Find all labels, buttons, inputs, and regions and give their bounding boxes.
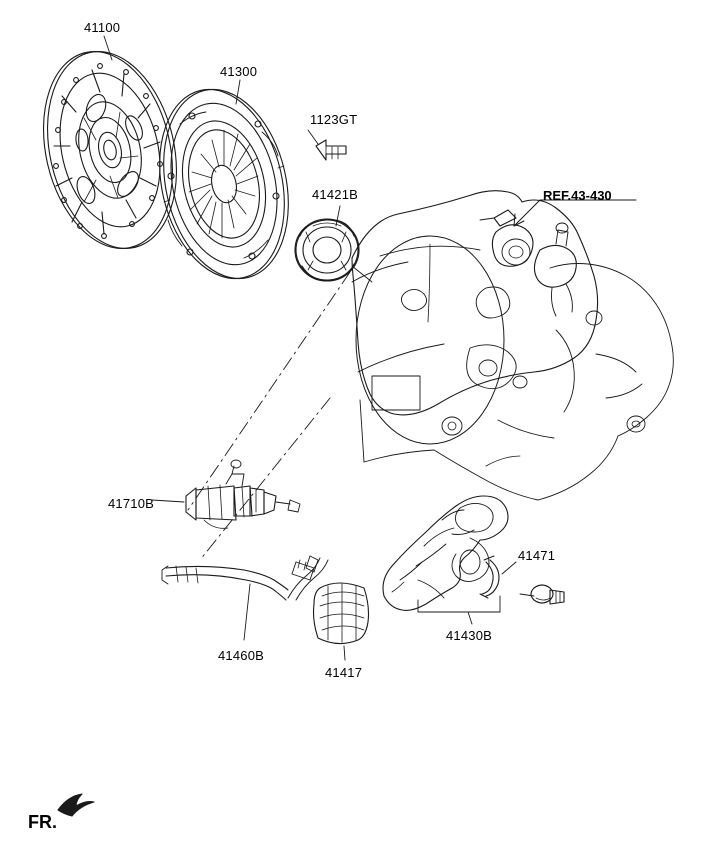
label-41471: 41471 <box>518 548 556 563</box>
dust-cover-part <box>314 583 369 660</box>
label-41300: 41300 <box>220 64 258 79</box>
fr-arrow <box>58 794 94 816</box>
label-41417: 41417 <box>325 665 363 680</box>
label-41100: 41100 <box>84 20 121 35</box>
clutch-cover-part <box>142 77 306 291</box>
assembly-centerline <box>188 272 350 560</box>
label-41710b: 41710B <box>108 496 155 511</box>
label-1123gt: 1123GT <box>310 112 358 127</box>
bolt-part <box>308 130 346 160</box>
label-41421b: 41421B <box>312 187 359 202</box>
front-orientation-label: FR. <box>28 812 57 832</box>
release-bearing-part <box>295 206 372 282</box>
label-41430b: 41430B <box>446 628 493 643</box>
release-fork-part <box>383 496 508 624</box>
clip-part <box>480 556 564 604</box>
clutch-disc-part <box>25 36 195 261</box>
label-ref-43-430: REF.43-430 <box>543 188 612 203</box>
transmission-housing-part <box>352 191 673 500</box>
label-41460b: 41460B <box>218 648 265 663</box>
clutch-tube-part <box>162 556 328 640</box>
release-cylinder-part <box>152 460 300 528</box>
